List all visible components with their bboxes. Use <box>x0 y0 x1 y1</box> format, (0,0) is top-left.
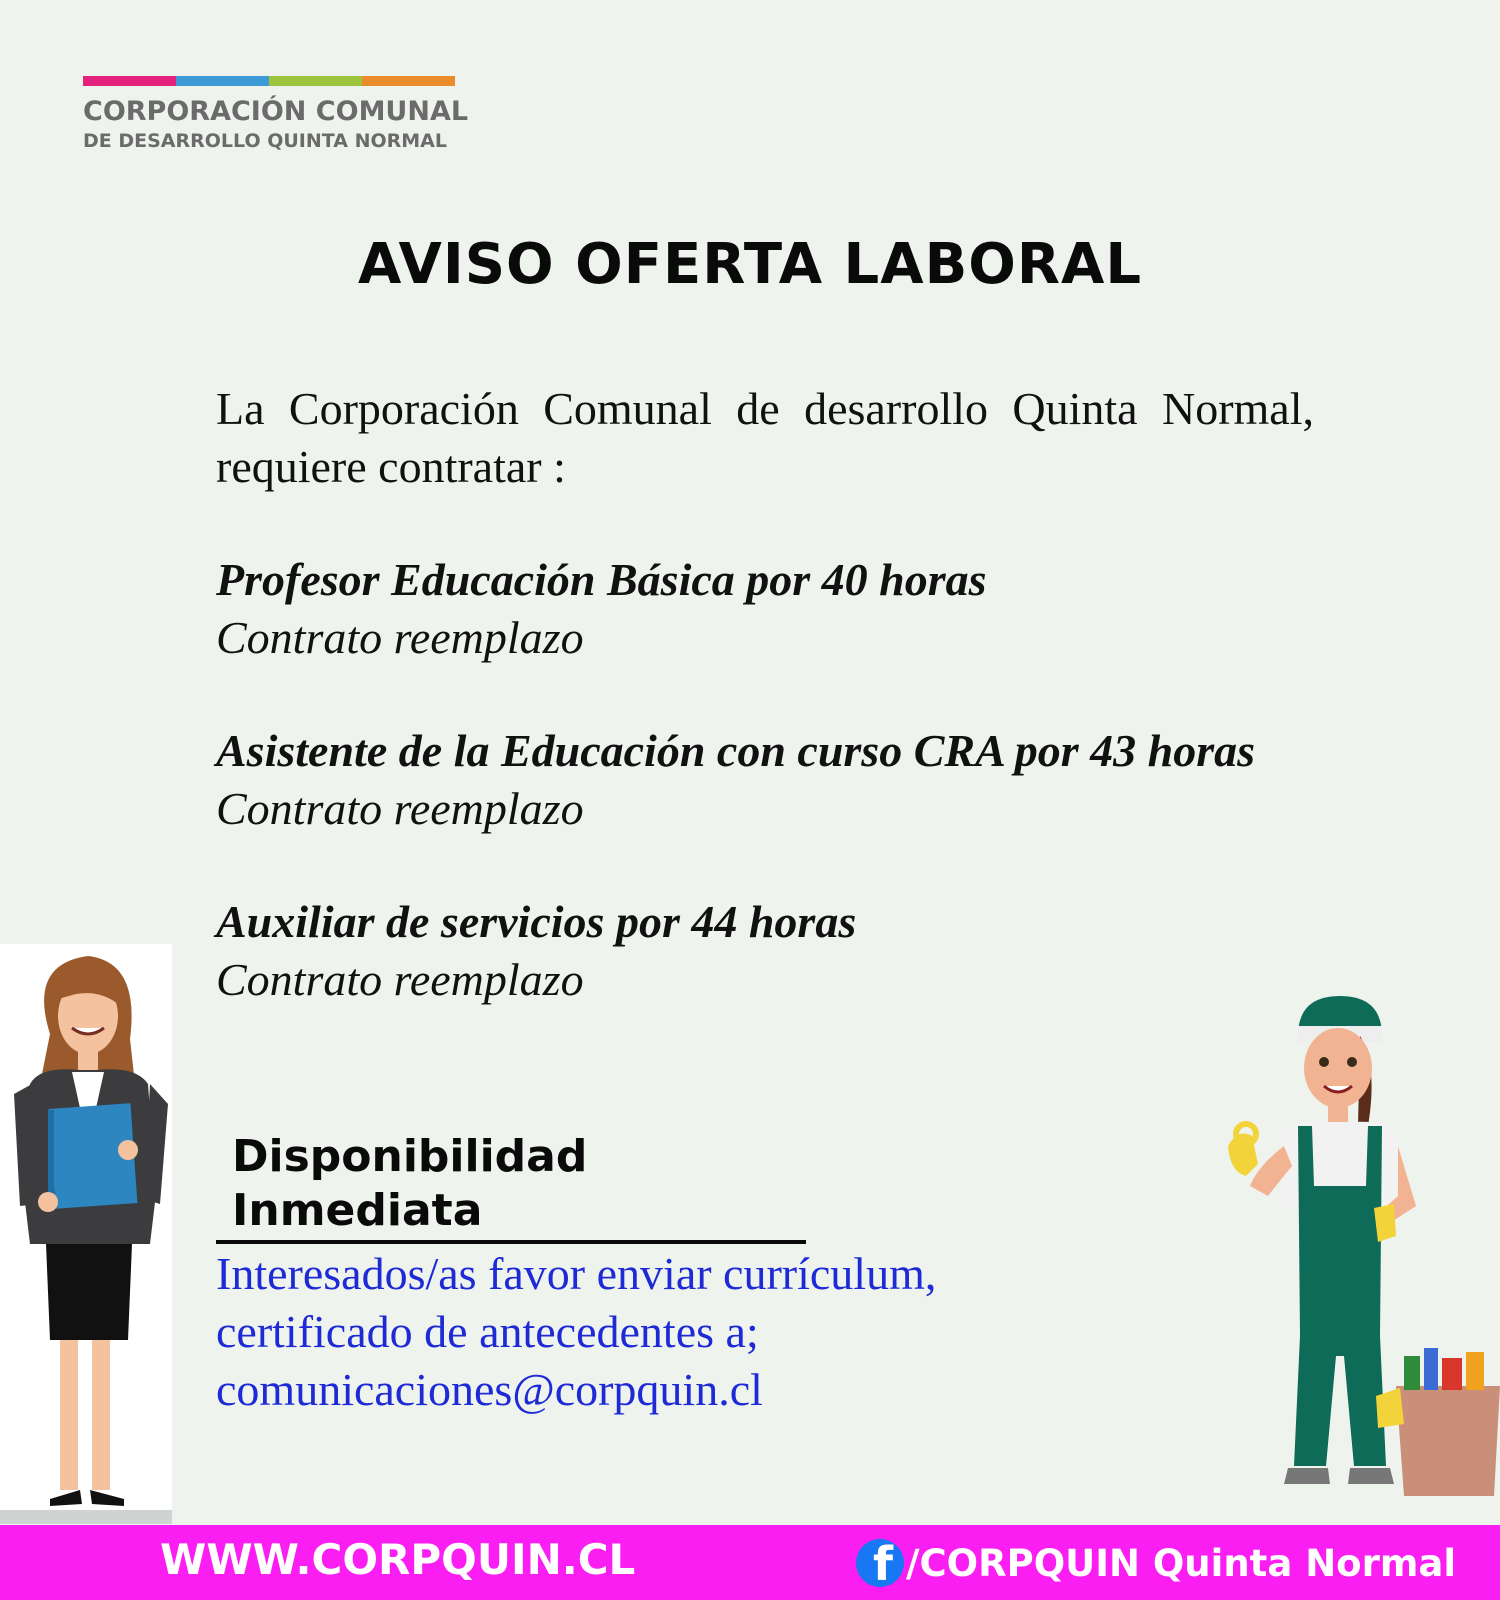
job-contract: Contrato reemplazo <box>216 954 584 1005</box>
availability-heading: Disponibilidad Inmediata <box>216 1130 806 1244</box>
contact-info <box>216 1245 1116 1419</box>
cleaning-worker-illustration <box>1228 996 1500 1524</box>
job-offer-body <box>216 380 1314 1009</box>
job-title: Auxiliar de servicios por 44 horas <box>216 896 857 947</box>
businesswoman-illustration <box>0 944 172 1524</box>
job-contract: Contrato reemplazo <box>216 783 584 834</box>
facebook-link[interactable] <box>856 1539 1456 1587</box>
facebook-handle: /CORPQUIN Quinta Normal <box>906 1541 1457 1585</box>
page-title: AVISO OFERTA LABORAL <box>357 232 1142 297</box>
job-item <box>216 893 1314 1009</box>
job-item <box>216 722 1314 838</box>
contact-line-1: Interesados/as favor enviar currículum, <box>216 1248 937 1299</box>
intro-text: La Corporación Comunal de desarrollo Quinta Normal, requiere contratar : <box>216 383 1314 492</box>
facebook-icon: f <box>856 1539 904 1587</box>
website-link[interactable]: WWW.CORPQUIN.CL <box>160 1535 636 1584</box>
logo-line-1: CORPORACIÓN COMUNAL <box>83 96 469 127</box>
logo-line-2: DE DESARROLLO QUINTA NORMAL <box>83 130 447 152</box>
logo-color-bar <box>83 76 455 86</box>
footer-banner <box>0 1525 1500 1600</box>
contact-email-link[interactable]: comunicaciones@corpquin.cl <box>216 1364 763 1415</box>
job-title: Profesor Educación Básica por 40 horas <box>216 554 987 605</box>
job-item <box>216 551 1314 667</box>
job-contract: Contrato reemplazo <box>216 612 584 663</box>
organization-logo <box>83 76 469 154</box>
contact-line-2: certificado de antecedentes a; <box>216 1306 759 1357</box>
job-title: Asistente de la Educación con curso CRA por 43 horas <box>216 725 1255 776</box>
